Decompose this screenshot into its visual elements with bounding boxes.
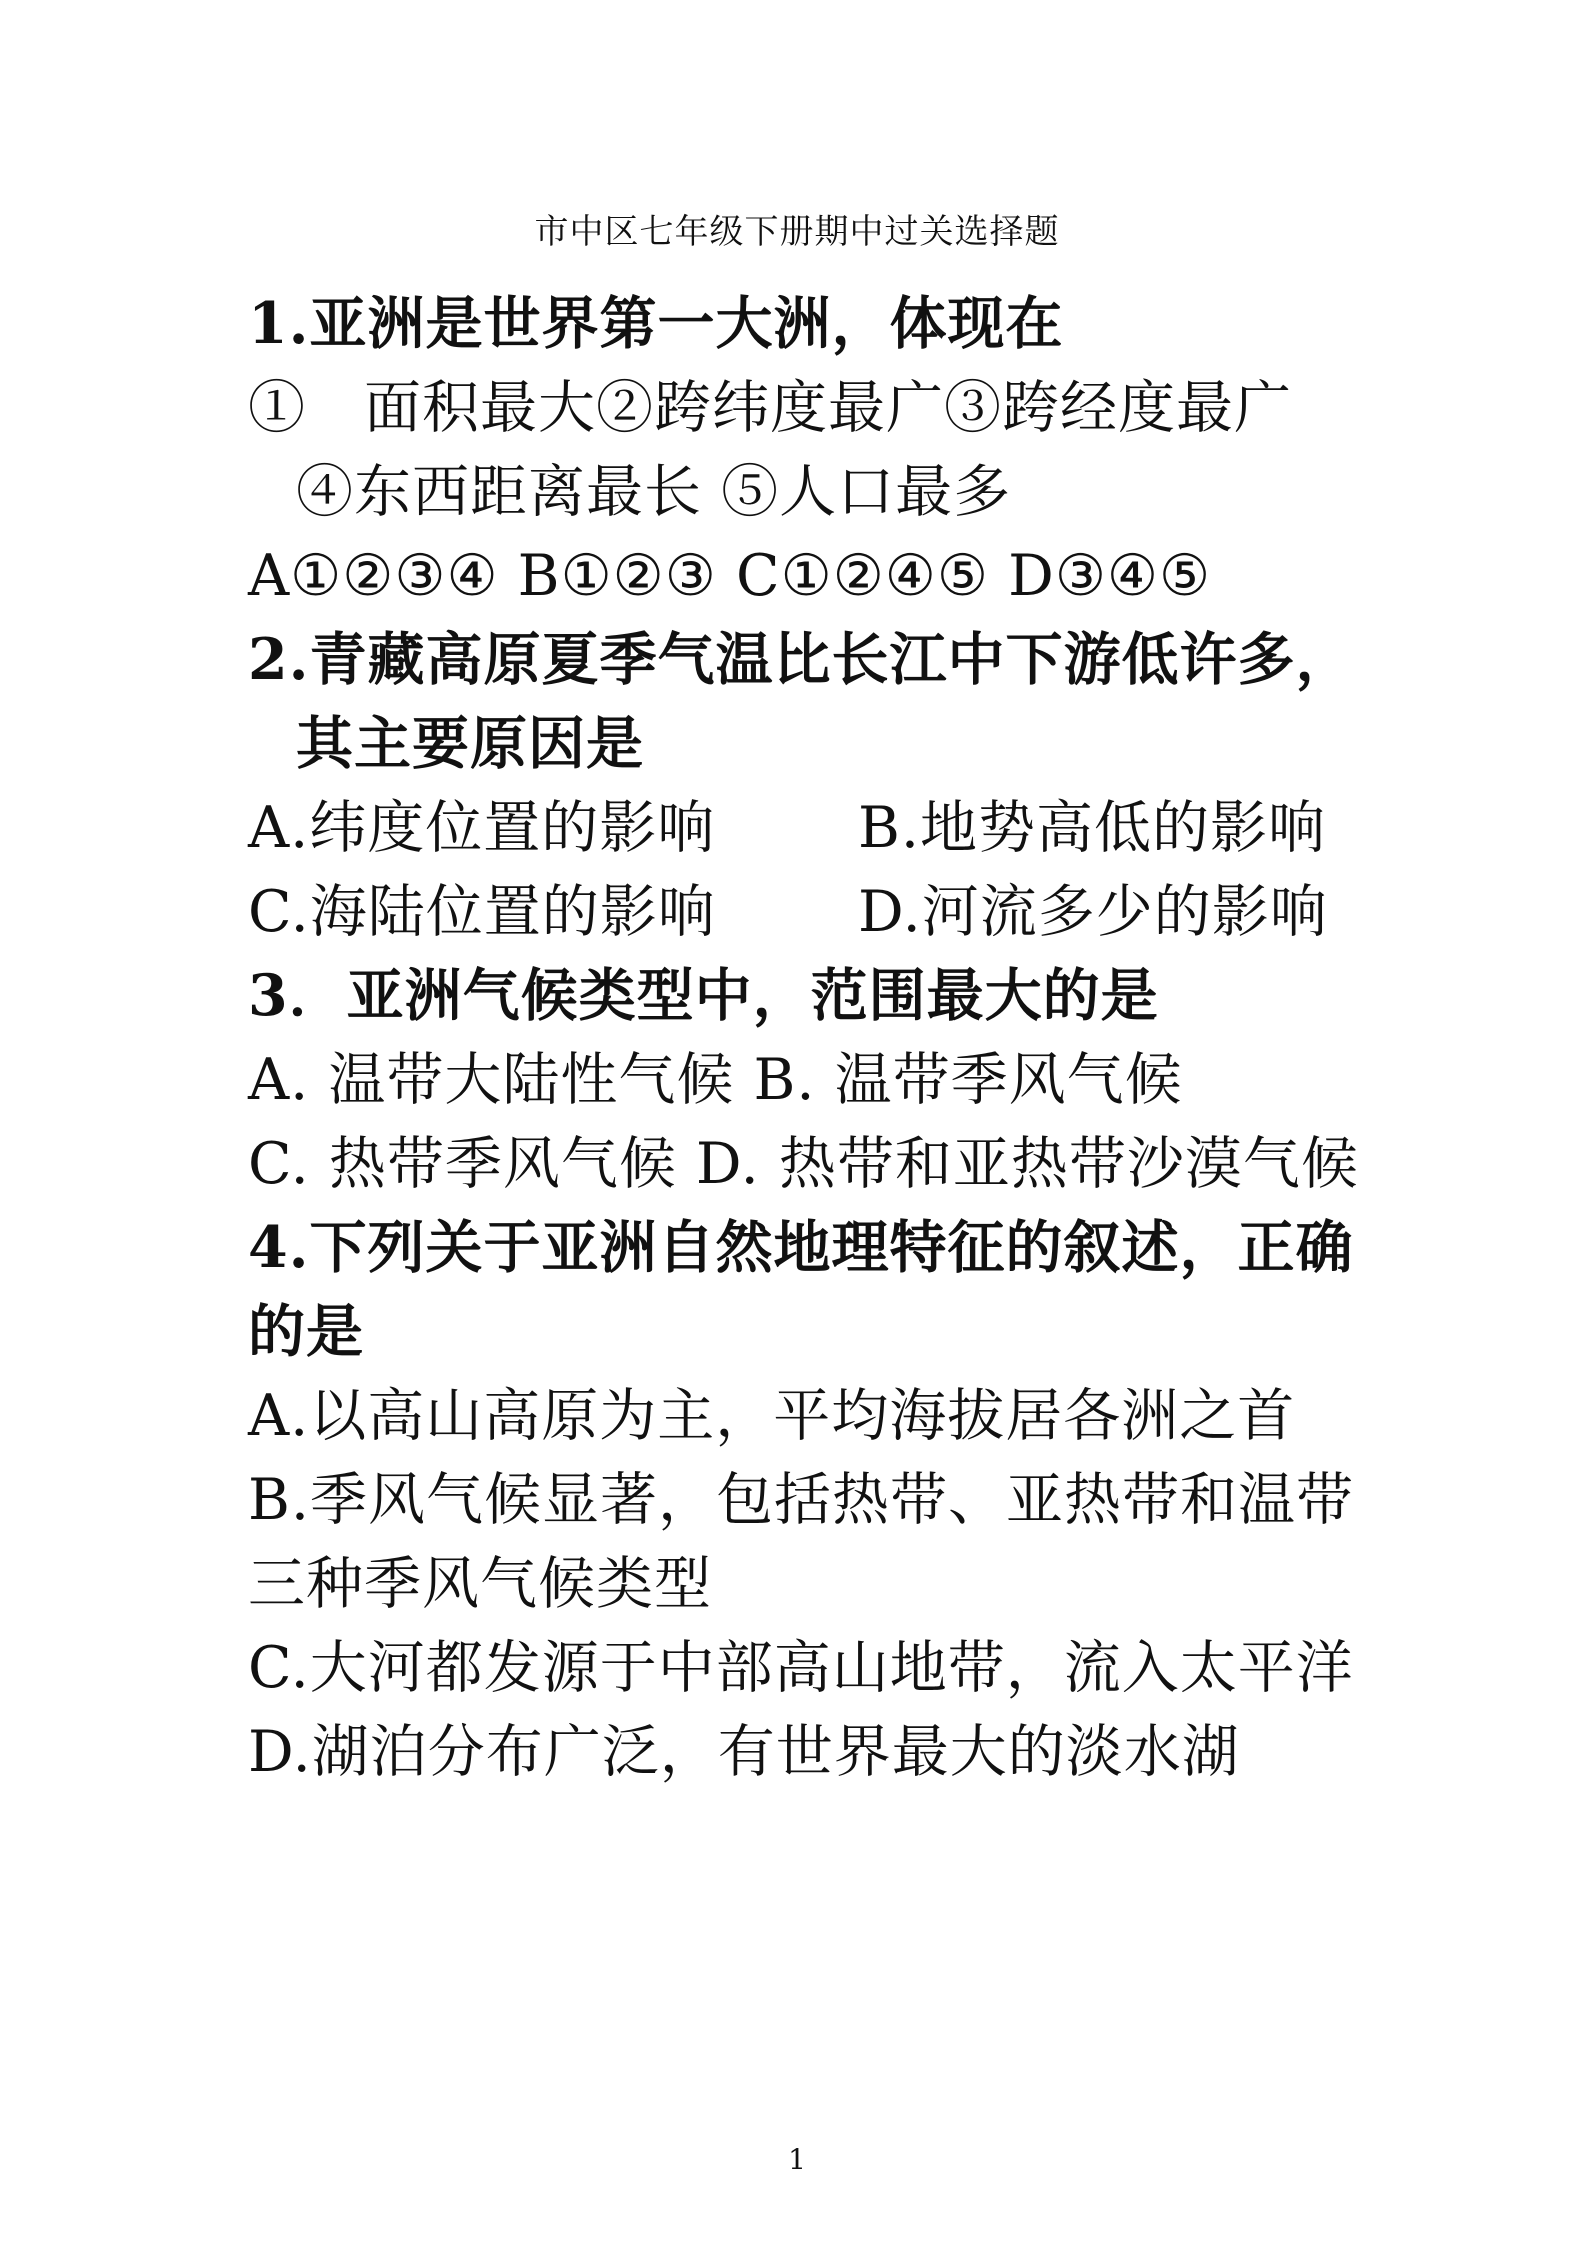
question-3-stem: 3．亚洲气候类型中，范围最大的是 <box>248 962 1159 1029</box>
question-1-choices-line-2: ④东西距离最长 ⑤人口最多 <box>296 459 1012 525</box>
question-1 <box>248 282 1358 618</box>
question-2-option-c: C.海陆位置的影响 <box>248 879 716 945</box>
question-4-stem-continued: 的是 <box>248 1298 364 1365</box>
question-3-options-row-2: C. 热带季风气候 D. 热带和亚热带沙漠气候 <box>248 1131 1359 1197</box>
question-1-options: A①②③④ B①②③ C①②④⑤ D③④⑤ <box>248 543 1212 609</box>
question-2-stem: 2.青藏高原夏季气温比长江中下游低许多， <box>248 626 1354 693</box>
page-title: 市中区七年级下册期中过关选择题 <box>534 212 1060 252</box>
question-3 <box>248 954 1358 1206</box>
question-2 <box>248 618 1358 954</box>
question-2-option-d: D.河流多少的影响 <box>858 879 1328 945</box>
question-2-option-b: B.地势高低的影响 <box>858 795 1327 861</box>
page-number: 1 <box>788 2143 806 2176</box>
question-4 <box>248 1206 1358 1794</box>
question-4-option-c: C.大河都发源于中部高山地带，流入太平洋 <box>248 1635 1354 1701</box>
question-1-choices-line-1: ① 面积最大②跨纬度最广③跨经度最广 <box>248 375 1292 441</box>
question-4-option-d: D.湖泊分布广泛，有世界最大的淡水湖 <box>248 1719 1240 1785</box>
question-4-option-b: B.季风气候显著，包括热带、亚热带和温带 <box>248 1467 1355 1533</box>
question-2-options-row-2 <box>248 870 1358 954</box>
question-4-option-b-continued: 三种季风气候类型 <box>248 1551 712 1617</box>
question-2-stem-continued: 其主要原因是 <box>296 710 644 777</box>
question-2-options-row-1 <box>248 786 1358 870</box>
question-list <box>248 282 1358 1794</box>
question-1-stem: 1.亚洲是世界第一大洲，体现在 <box>248 290 1064 357</box>
question-2-option-a: A.纬度位置的影响 <box>248 795 716 861</box>
question-4-stem: 4.下列关于亚洲自然地理特征的叙述，正确 <box>248 1214 1354 1281</box>
question-3-options-row-1: A. 温带大陆性气候 B. 温带季风气候 <box>248 1047 1183 1113</box>
question-4-option-a: A.以高山高原为主，平均海拔居各洲之首 <box>248 1383 1296 1449</box>
